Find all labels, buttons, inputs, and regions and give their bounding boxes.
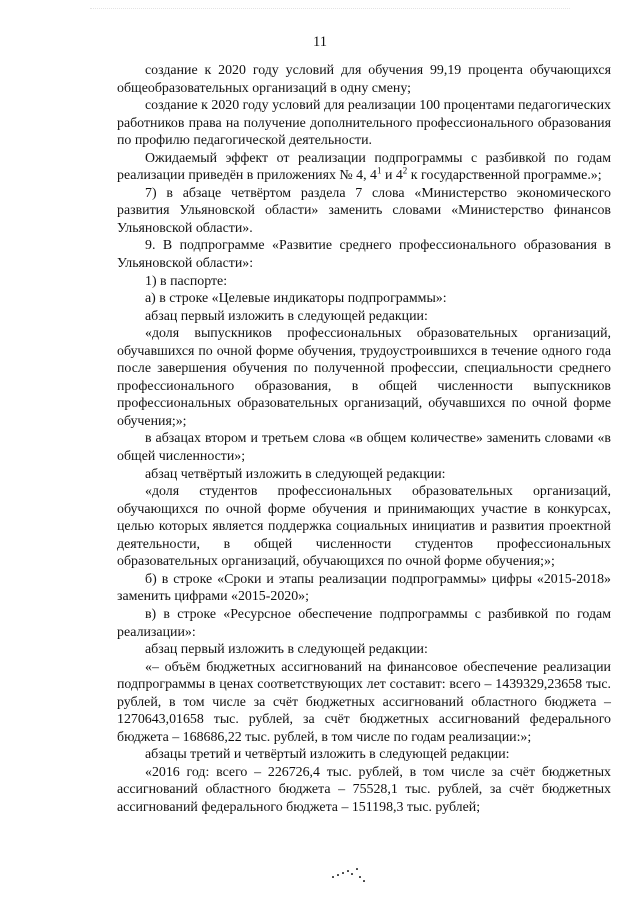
paragraph: абзацы третий и четвёртый изложить в следующей редакции: [145,747,510,763]
paragraph-text: к государственной программе.»; [407,168,602,184]
document-body [117,62,611,817]
paragraph: создание к 2020 году условий для реализации 100 процентами педагогических работников права на получение дополнительного профессионального образования по профилю педагогической деятельности. [117,98,611,149]
paragraph: в) в строке «Ресурсное обеспечение подпрограммы с разбивкой по годам реализации»: [117,606,611,640]
scan-edge-marks [90,8,570,13]
superscript: 2 [402,165,408,176]
page-number: 11 [313,34,327,50]
paragraph: «доля выпускников профессиональных образовательных организаций, обучавшихся по очной форме обучения, трудоустроившихся в течение одного года после завершения обучения по полученной профессии, специальности среднего профессионального образования, в общей численности выпускников профессиональных образовательных организаций, обучавшихся по очной форме обучения;»; [117,326,611,429]
scan-artifact [330,864,370,886]
paragraph: а) в строке «Целевые индикаторы подпрограммы»: [145,291,447,307]
paragraph: абзац четвёртый изложить в следующей редакции: [145,466,446,482]
superscript: 1 [376,165,382,176]
paragraph: абзац первый изложить в следующей редакции: [145,308,428,324]
paragraph-text: и 4 [381,168,403,184]
paragraph: «доля студентов профессиональных образовательных организаций, обучающихся по очной форме обучения и принимающих участие в конкурсах, целью которых является поддержка социальных инициатив и развития проектной деятельности, в общей численности студентов профессиональных образовательных организаций, обучающихся по очной форме обучения;»; [117,484,611,570]
paragraph: 7) в абзаце четвёртом раздела 7 слова «Министерство экономического развития Ульяновской области» заменить словами «Министерство финансов Ульяновской области». [117,185,611,236]
paragraph: абзац первый изложить в следующей редакции: [145,642,428,658]
paragraph: 9. В подпрограмме «Развитие среднего профессионального образования в Ульяновской области»: [117,238,611,272]
paragraph-text: Ожидаемый эффект от реализации подпрограммы с разбивкой по годам реализации приведён в приложениях № 4, 4 [117,150,611,184]
paragraph: создание к 2020 году условий для обучения 99,19 процента обучающихся общеобразовательных организаций в одну смену; [117,63,611,96]
paragraph: «– объём бюджетных ассигнований на финансовое обеспечение реализации подпрограммы в ценах соответствующих лет составит: всего – 1439329,23658 тыс. рублей, в том числе за счёт бюджетных ассигнований областного бюджета – 1270643,01658 тыс. рублей, за счёт бюджетных ассигнований федерального бюджета – 168686,22 тыс. рублей, в том числе по годам реализации:»; [117,659,611,745]
paragraph: в абзацах втором и третьем слова «в общем количестве» заменить словами «в общей численности»; [117,431,611,465]
paragraph: б) в строке «Сроки и этапы реализации подпрограммы» цифры «2015-2018» заменить цифрами «2015-2020»; [117,571,611,605]
paragraph: «2016 год: всего – 226726,4 тыс. рублей, в том числе за счёт бюджетных ассигнований областного бюджета – 75528,1 тыс. рублей, за счёт бюджетных ассигнований федерального бюджета – 151198,3 тыс. рублей; [117,764,611,815]
paragraph: 1) в паспорте: [145,273,228,289]
paragraph-expected-effect [117,150,611,185]
